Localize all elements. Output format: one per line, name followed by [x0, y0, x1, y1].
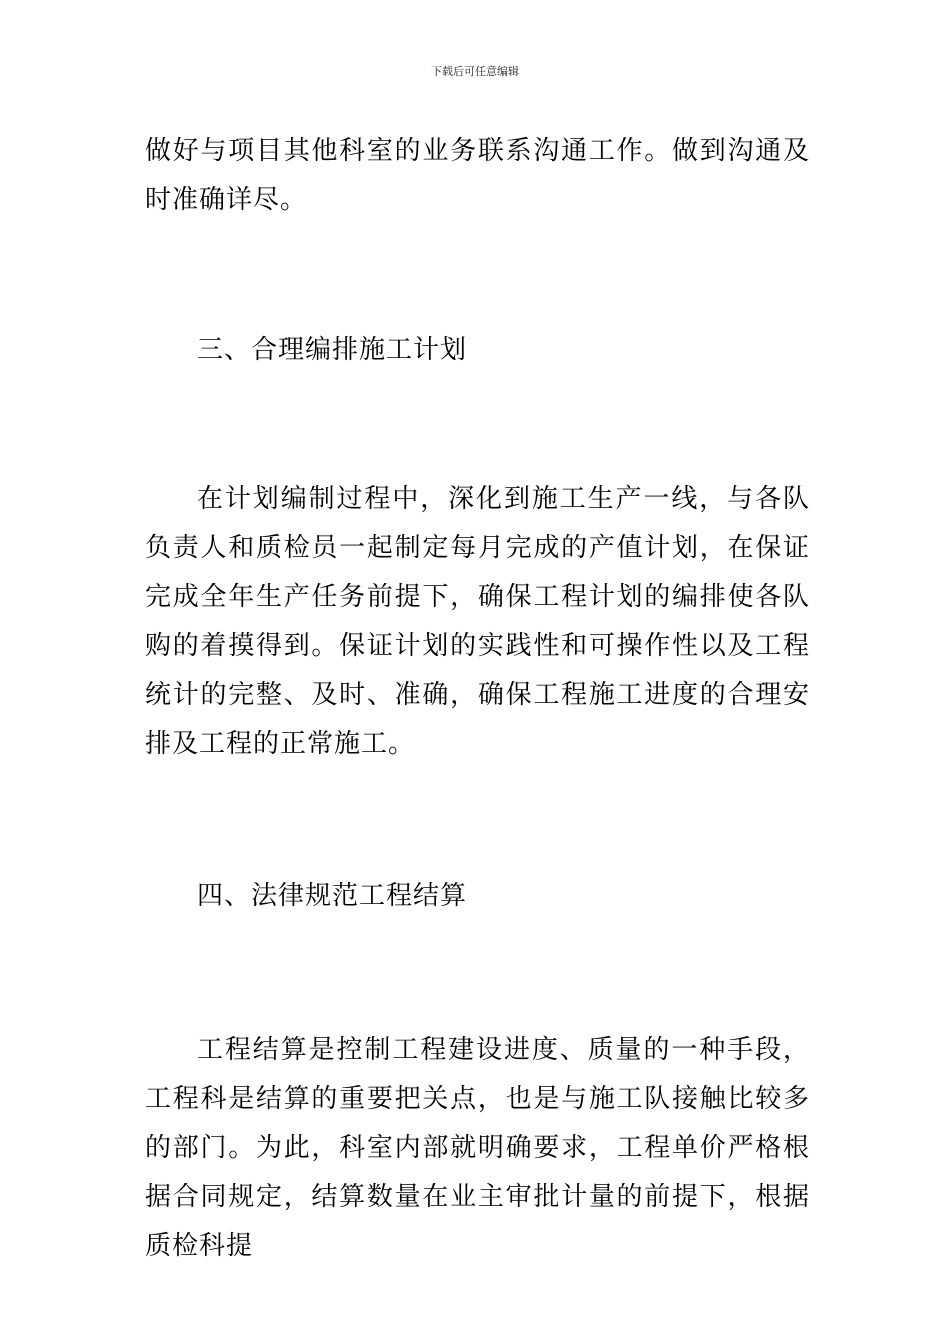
page-header-note: 下载后可任意编辑: [431, 65, 519, 78]
paragraph-construction-plan: 在计划编制过程中，深化到施工生产一线，与各队负责人和质检员一起制定每月完成的产值计划，在保证完成全年生产任务前提下，确保工程计划的编排使各队购的着摸得到。保证计划的实践性和可操作性以及工程统计的完整、及时、准确，确保工程施工进度的合理安排及工程的正常施工。: [145, 484, 810, 759]
paragraph-settlement: 工程结算是控制工程建设进度、质量的一种手段，工程科是结算的重要把关点，也是与施工队接触比较多的部门。为此，科室内部就明确要求，工程单价严格根据合同规定，结算数量在业主审批计量的前提下，根据质检科提: [145, 1035, 810, 1261]
section-heading-3: 三、合理编排施工计划: [197, 335, 468, 365]
paragraph-communication: 做好与项目其他科室的业务联系沟通工作。做到沟通及时准确详尽。: [145, 136, 810, 215]
section-heading-4: 四、法律规范工程结算: [197, 881, 468, 911]
